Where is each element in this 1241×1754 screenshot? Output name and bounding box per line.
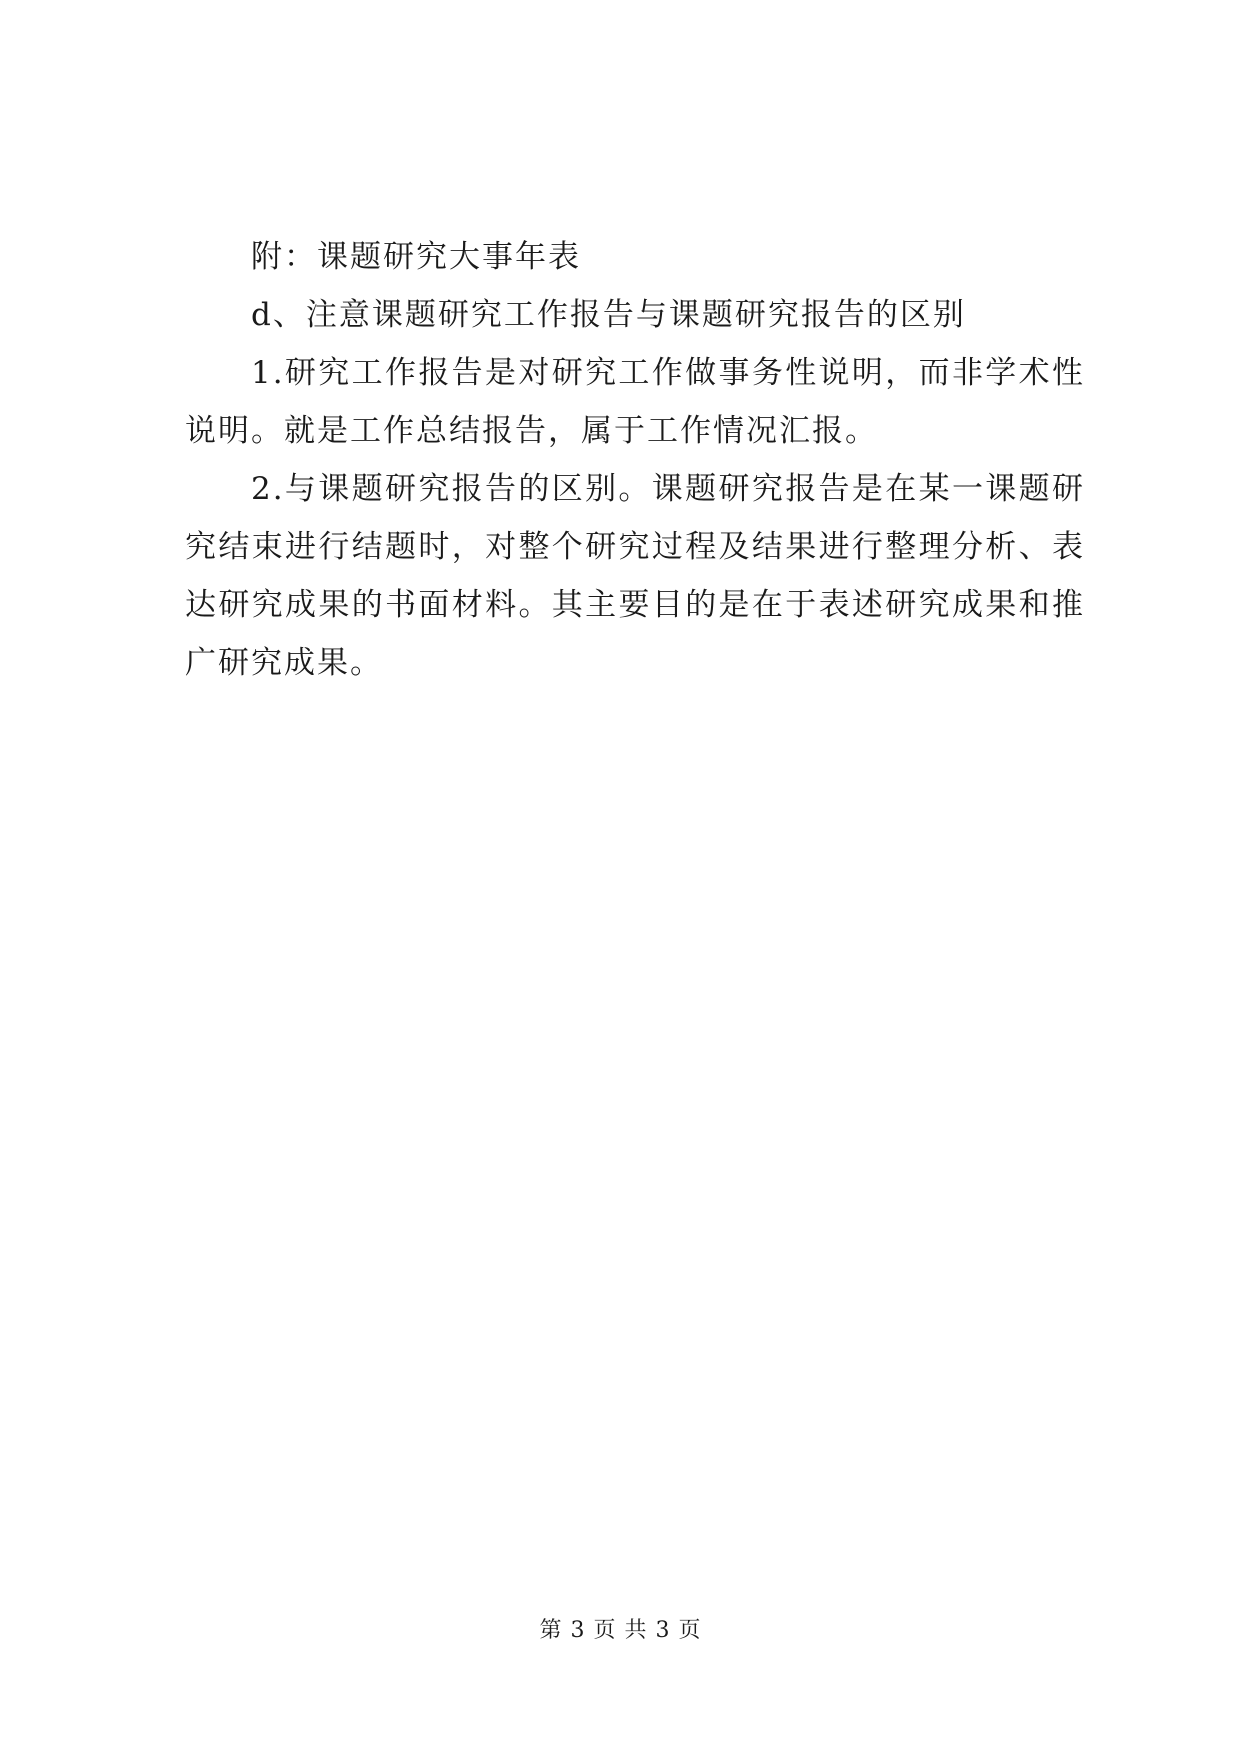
document-body <box>185 228 1085 692</box>
paragraph-item-2: 2.与课题研究报告的区别。课题研究报告是在某一课题研究结束进行结题时，对整个研究过程及结果进行整理分析、表达研究成果的书面材料。其主要目的是在于表述研究成果和推广研究成果。 <box>185 471 1085 681</box>
paragraph-item-1: 1.研究工作报告是对研究工作做事务性说明，而非学术性说明。就是工作总结报告，属于工作情况汇报。 <box>185 355 1085 449</box>
paragraph-appendix: 附：课题研究大事年表 <box>251 239 581 275</box>
paragraph-heading-d: d、注意课题研究工作报告与课题研究报告的区别 <box>251 297 966 333</box>
page-footer: 第 3 页 共 3 页 <box>539 1618 702 1643</box>
